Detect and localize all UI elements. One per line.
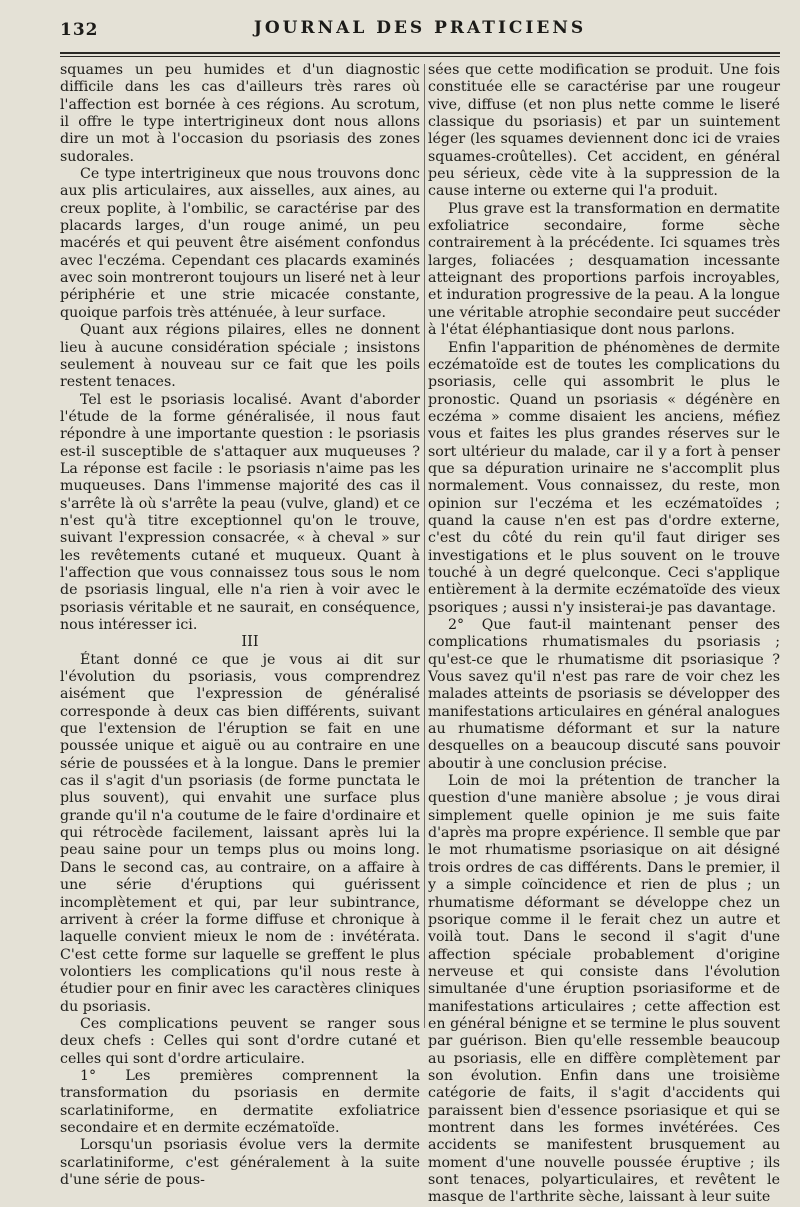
column-divider bbox=[424, 64, 425, 1028]
paragraph: Ces complications peuvent se ranger sous deux chefs : Celles qui sont d'ordre cutané et celles qui sont d'ordre articulaire. bbox=[60, 1015, 420, 1067]
paragraph: Quant aux régions pilaires, elles ne donnent lieu à aucune considération spéciale ; insistons seulement à nouveau sur ce fait que les poils restent tenaces. bbox=[60, 322, 420, 391]
paragraph: Étant donné ce que je vous ai dit sur l'évolution du psoriasis, vous comprendrez aisément que l'expression de généralisé corresponde à deux cas bien différents, suivant que l'extension de l'éruption se fait en une poussée unique et aiguë ou au contraire en une série de poussées et à la longue. Dans le premier cas il s'agit d'un psoriasis (de forme punctata le plus souvent), qui envahit une surface plus grande qu'il n'a coutume de le faire d'ordinaire et qui rétrocède facilement, laissant après lui la peau saine pour un temps plus ou moins long. Dans le second cas, au contraire, on a affaire à une série d'éruptions qui guérissent incomplètement et qui, par leur subintrance, arrivent à créer la forme diffuse et chronique à laquelle convient mieux le nom de : invétérata. C'est cette forme sur laquelle se greffent le plus volontiers les complications qu'il nous reste à étudier pour en finir avec les caractères cliniques du psoriasis. bbox=[60, 651, 420, 1015]
page-header bbox=[60, 14, 780, 44]
running-title: JOURNAL DES PRATICIENS bbox=[253, 18, 587, 38]
paragraph: squames un peu humides et d'un diagnostic difficile dans les cas d'ailleurs très rares où l'affection est bornée à ces régions. Au scrotum, il offre le type intertrigineux dont nous allons dire un mot à l'occasion du psoriasis des zones sudorales. bbox=[60, 62, 420, 165]
right-column bbox=[428, 62, 780, 1206]
paragraph: 1° Les premières comprennent la transformation du psoriasis en dermite scarlatiniforme, en dermatite exfoliatrice secondaire et en dermite eczématoïde. bbox=[60, 1067, 420, 1136]
page-number: 132 bbox=[60, 20, 99, 40]
section-number: III bbox=[241, 634, 259, 651]
paragraph: Loin de moi la prétention de trancher la question d'une manière absolue ; je vous dirai simplement quelle opinion je me suis faite d'après ma propre expérience. Il semble que par le mot rhumatisme psoriasique on ait désigné trois ordres de cas différents. Dans le premier, il y a simple coïncidence et rien de plus ; un rhumatisme déformant se développe chez un psorique comme il le ferait chez un autre et voilà tout. Dans le second il s'agit d'une affection spéciale probablement d'origine nerveuse et qui consiste dans l'évolution simultanée d'une éruption psoriasiforme et de manifestations articulaires ; cette affection est en général bénigne et se termine le plus souvent par guérison. Bien qu'elle ressemble beaucoup au psoriasis, elle en diffère complètement par son évolution. Enfin dans une troisième catégorie de faits, il s'agit d'accidents qui paraissent bien d'essence psoriasique et qui se montrent dans les formes invétérées. Ces accidents se manifestent brusquement au moment d'une nouvelle poussée éruptive ; ils sont tenaces, polyarticulaires, et revêtent le masque de l'arthrite sèche, laissant à leur suite bbox=[428, 773, 780, 1206]
paragraph: Tel est le psoriasis localisé. Avant d'aborder l'étude de la forme généralisée, il nous faut répondre à une importante question : le psoriasis est-il susceptible de s'attaquer aux muqueuses ? La réponse est facile : le psoriasis n'aime pas les muqueuses. Dans l'immense majorité des cas il s'arrête là où s'arrête la peau (vulve, gland) et ce n'est qu'à titre exceptionnel qu'on le trouve, suivant l'expression consacrée, « à cheval » sur les revêtements cutané et muqueux. Quant à l'affection que vous connaissez tous sous le nom de psoriasis lingual, elle n'a rien à voir avec le psoriasis véritable et ne saurait, en conséquence, nous intéresser ici. bbox=[60, 391, 420, 633]
paragraph: 2° Que faut-il maintenant penser des complications rhumatismales du psoriasis ; qu'est-ce que le rhumatisme dit psoriasique ? Vous savez qu'il n'est pas rare de voir chez les malades atteints de psoriasis se développer des manifestations articulaires en général analogues au rhumatisme déformant et sur la nature desquelles on a beaucoup discuté sans pouvoir aboutir à une conclusion précise. bbox=[428, 617, 780, 772]
paragraph: sées que cette modification se produit. Une fois constituée elle se caractérise par une rougeur vive, diffuse (et non plus nette comme le liseré classique du psoriasis) et par un suintement léger (les squames deviennent donc ici de vraies squames-croûtelles). Cet accident, en général peu sérieux, cède vite à la suppression de la cause interne ou externe qui l'a produit. bbox=[428, 62, 780, 200]
header-rule bbox=[60, 52, 780, 57]
left-column bbox=[60, 62, 420, 1188]
paragraph: Enfin l'apparition de phénomènes de dermite eczématoïde est de toutes les complications du psoriasis, celle qui assombrit le plus le pronostic. Quand un psoriasis « dégénère en eczéma » comme disaient les anciens, méfiez vous et faites les plus grandes réserves sur le sort ultérieur du malade, car il y a fort à penser que sa dépuration urinaire ne s'accomplit plus normalement. Vous connaissez, du reste, mon opinion sur l'eczéma et les eczématoïdes ; quand la cause n'en est pas d'ordre externe, c'est du côté du rein qu'il faut diriger ses investigations et le plus souvent on le trouve touché à un degré quelconque. Ceci s'applique entièrement à la dermite eczématoïde des vieux psoriques ; aussi n'y insisterai-je pas davantage. bbox=[428, 339, 780, 616]
paragraph: Lorsqu'un psoriasis évolue vers la dermite scarlatiniforme, c'est généralement à la suite d'une série de pous- bbox=[60, 1137, 420, 1188]
paragraph: Ce type intertrigineux que nous trouvons donc aux plis articulaires, aux aisselles, aux aines, au creux poplite, à l'ombilic, se caractérise par des placards larges, d'un rouge animé, un peu macérés et qui peuvent être aisément confondus avec l'eczéma. Cependant ces placards examinés avec soin montreront toujours un liseré net à leur périphérie et une strie micacée constante, quoique parfois très atténuée, à leur surface. bbox=[60, 166, 420, 321]
paragraph: Plus grave est la transformation en dermatite exfoliatrice secondaire, forme sèche contrairement à la précédente. Ici squames très larges, foliacées ; desquamation incessante atteignant des proportions parfois incroyables, et induration progressive de la peau. A la longue une véritable atrophie secondaire peut succéder à l'état éléphantiasique dont nous parlons. bbox=[428, 200, 780, 339]
